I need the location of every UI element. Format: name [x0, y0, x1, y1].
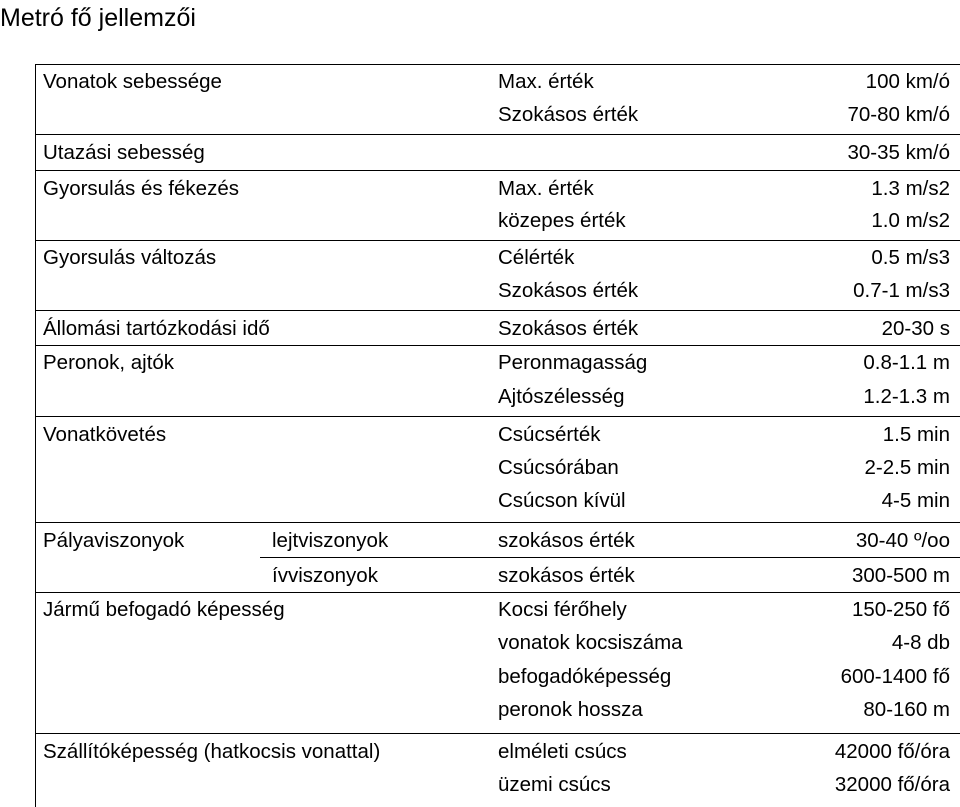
parameter-value: 4-5 min — [881, 489, 950, 512]
row-label: Utazási sebesség — [43, 141, 205, 164]
row-label: Pályaviszonyok — [43, 529, 185, 552]
parameter-value: 42000 fő/óra — [834, 740, 950, 763]
parameter-name: üzemi csúcs — [498, 773, 611, 796]
parameter-value: 150-250 fő — [851, 598, 950, 621]
page-title: Metró fő jellemzői — [0, 4, 196, 32]
row-label: Jármű befogadó képesség — [43, 598, 285, 621]
parameter-value: 1.5 min — [882, 423, 950, 446]
parameter-name: Csúcsórában — [498, 456, 619, 479]
row-divider — [35, 345, 960, 346]
parameter-name: Szokásos érték — [498, 103, 639, 126]
parameter-name: Szokásos érték — [498, 317, 639, 340]
parameter-name: Max. érték — [498, 70, 594, 93]
parameter-name: Peronmagasság — [498, 351, 648, 374]
parameter-name: Max. érték — [498, 177, 594, 200]
row-divider — [35, 592, 960, 593]
row-divider — [35, 240, 960, 241]
parameter-name: közepes érték — [498, 209, 626, 232]
parameter-value: 1.2-1.3 m — [863, 385, 950, 408]
row-label: Állomási tartózkodási idő — [43, 317, 270, 340]
parameter-name: szokásos érték — [498, 564, 635, 587]
row-sublabel: ívviszonyok — [272, 564, 378, 587]
row-label: Vonatkövetés — [43, 423, 167, 446]
row-divider — [35, 170, 960, 171]
row-divider — [260, 557, 960, 558]
row-label: Gyorsulás és fékezés — [43, 177, 239, 200]
row-divider — [35, 134, 960, 135]
parameter-value: 600-1400 fő — [840, 665, 950, 688]
parameter-value: 0.5 m/s3 — [871, 246, 950, 269]
row-label: Gyorsulás változás — [43, 246, 217, 269]
parameter-value: 80-160 m — [863, 698, 950, 721]
parameter-value: 4-8 db — [891, 631, 950, 654]
row-divider — [35, 416, 960, 417]
parameter-name: befogadóképesség — [498, 665, 672, 688]
parameter-value: 2-2.5 min — [864, 456, 950, 479]
parameter-value: 0.7-1 m/s3 — [853, 279, 950, 302]
row-sublabel: lejtviszonyok — [272, 529, 389, 552]
parameter-value: 1.3 m/s2 — [871, 177, 950, 200]
row-label: Szállítóképesség (hatkocsis vonattal) — [43, 740, 381, 763]
parameter-name: Szokásos érték — [498, 279, 639, 302]
parameter-name: peronok hossza — [498, 698, 643, 721]
row-divider — [35, 522, 960, 523]
parameter-value: 100 km/ó — [865, 70, 950, 93]
parameter-value: 32000 fő/óra — [834, 773, 950, 796]
row-divider — [35, 733, 960, 734]
parameter-name: Kocsi férőhely — [498, 598, 627, 621]
parameter-value: 30-35 km/ó — [847, 141, 950, 164]
parameter-value: 0.8-1.1 m — [863, 351, 950, 374]
parameter-value: 300-500 m — [851, 564, 950, 587]
parameter-value: 1.0 m/s2 — [871, 209, 950, 232]
parameter-name: Csúcson kívül — [498, 489, 626, 512]
row-label: Vonatok sebessége — [43, 70, 222, 93]
parameter-name: Csúcsérték — [498, 423, 601, 446]
parameter-value: 20-30 s — [881, 317, 950, 340]
parameter-value: 70-80 km/ó — [847, 103, 950, 126]
parameter-name: elméleti csúcs — [498, 740, 627, 763]
parameter-name: vonatok kocsiszáma — [498, 631, 683, 654]
row-label: Peronok, ajtók — [43, 351, 175, 374]
parameter-name: Ajtószélesség — [498, 385, 625, 408]
parameter-name: szokásos érték — [498, 529, 635, 552]
parameter-name: Célérték — [498, 246, 575, 269]
parameter-value: 30-40 º/oo — [855, 529, 950, 552]
row-divider — [35, 310, 960, 311]
